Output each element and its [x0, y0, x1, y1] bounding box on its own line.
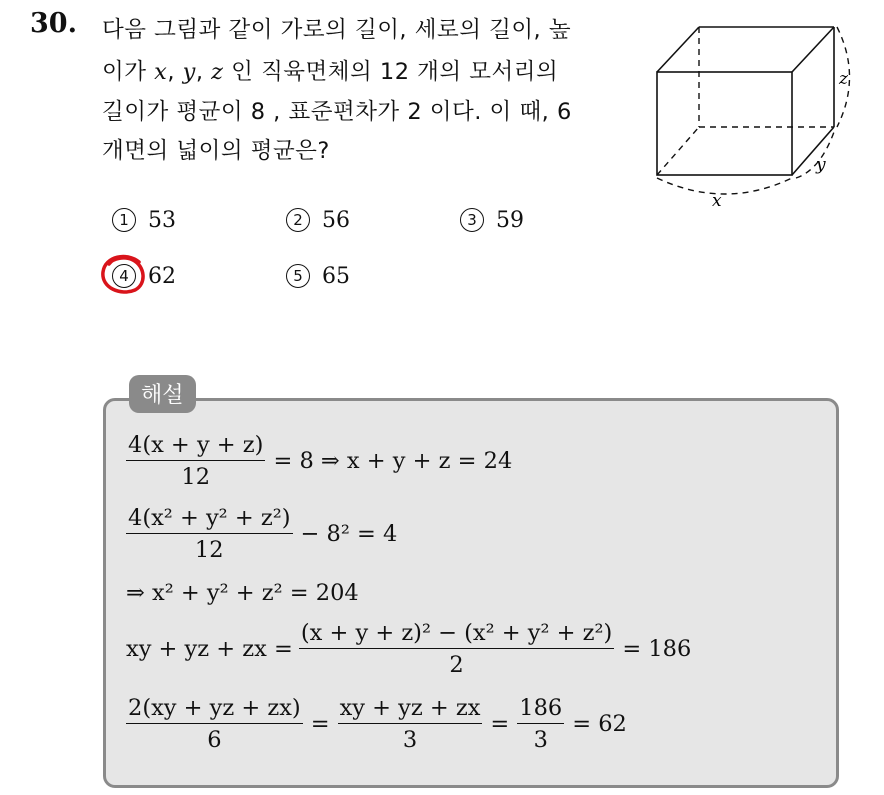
choice-2-mark: 2 — [286, 208, 310, 232]
choice-1-mark: 1 — [112, 208, 136, 232]
choice-3-mark: 3 — [460, 208, 484, 232]
choice-5-mark: 5 — [286, 264, 310, 288]
choice-1[interactable]: 1 53 — [112, 208, 176, 233]
solution-line-5: $\frac{2(xy + yz + zx)}{6}$ = $\frac{xy + yz + zx}{3}$ = $\frac{186}{3}$ = 62 — [128, 695, 627, 753]
answer-circle-mark — [99, 252, 151, 298]
label-x: x — [712, 191, 722, 211]
choice-3[interactable]: 3 59 — [460, 208, 524, 233]
question-line-1: 다음 그림과 같이 가로의 길이, 세로의 길이, 높 — [102, 17, 572, 43]
question-number: 30. — [30, 8, 77, 39]
solution-line-4: xy + yz + zx = $\frac{\text{(x + y + z)² − (x² + y² + z²)}}{2}$ = 186 — [126, 620, 692, 678]
solution-line-1: $\frac{4(x + y + z)}{12}$ = 8 ⇒ x + y + z = 24 — [128, 432, 513, 490]
solution-tag: 해설 — [129, 375, 196, 413]
question-line-4: 개면의 넓이의 평균은? — [102, 138, 330, 164]
choice-4-mark: 4 — [112, 264, 136, 288]
choice-2[interactable]: 2 56 — [286, 208, 350, 233]
question-line-3: 길이가 평균이 8 , 표준편차가 2 이다. 이 때, 6 — [102, 99, 572, 125]
choice-4[interactable]: 4 62 — [112, 264, 176, 289]
solution-line-3: ⇒ x² + y² + z² = 204 — [126, 580, 359, 606]
cuboid-figure — [640, 10, 865, 215]
cuboid-edges — [657, 27, 834, 175]
question-line-2: 이가 x, y, z 인 직육면체의 12 개의 모서리의 — [102, 59, 559, 85]
label-y: y — [816, 155, 826, 175]
choice-5[interactable]: 5 65 — [286, 264, 350, 289]
label-z: z — [839, 69, 848, 89]
solution-line-2: $\frac{\text{4(x² + y² + z²)}}{12}$ − 8² = 4 — [128, 505, 398, 563]
